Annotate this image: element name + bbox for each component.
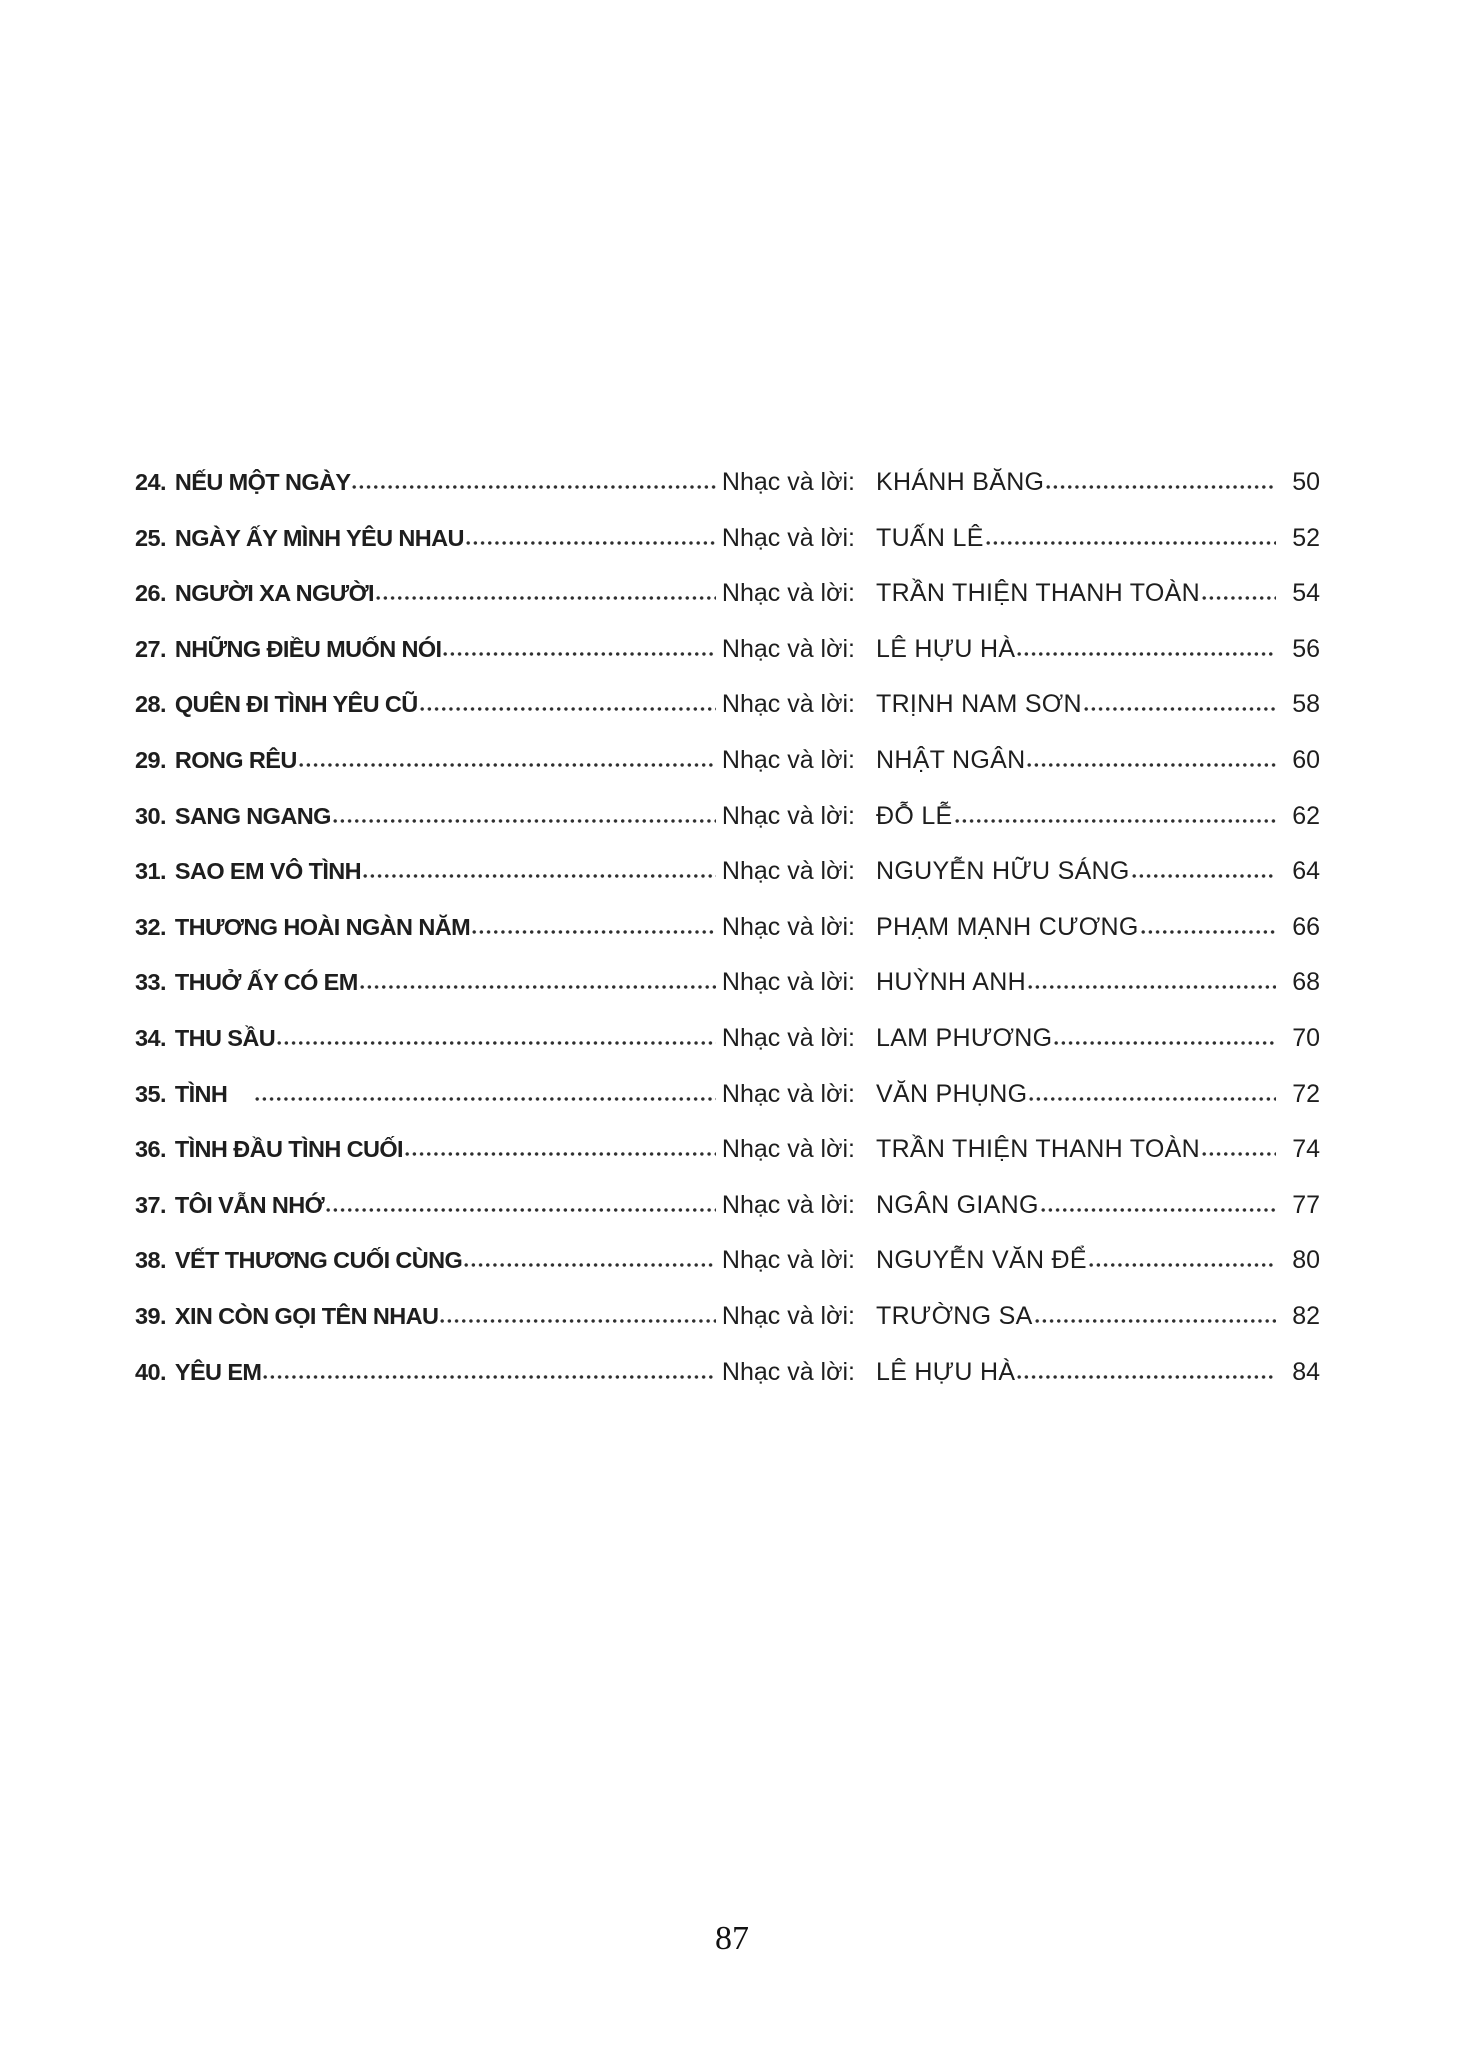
toc-entry-title-group [135,802,855,831]
song-title: TÌNH ĐẦU TÌNH CUỐI [174,1136,403,1163]
song-title: NHỮNG ĐIỀU MUỐN NÓI [174,635,442,662]
page-number: 56 [1292,634,1320,663]
song-number: 32. [135,913,166,940]
toc-entry-composer-group [876,1135,1320,1164]
song-title: TÔI VẪN NHỚ [174,1191,325,1218]
page-number: 58 [1292,690,1320,719]
toc-entry-title-group [135,1135,855,1164]
composer-name: TRỊNH NAM SƠN [876,690,1082,719]
toc-entry-composer-group [876,524,1320,553]
credit-label: Nhạc và lời: [721,634,855,663]
credit-label: Nhạc và lời: [721,1357,855,1386]
dot-leader [986,540,1276,546]
credit-label: Nhạc và lời: [721,968,855,997]
toc-entry-composer-group [876,1191,1320,1220]
song-title: NGƯỜI XA NGƯỜI [174,580,374,607]
toc-entry-title-group [135,1302,855,1331]
song-number: 24. [135,469,166,495]
song-number: 36. [135,1136,166,1163]
credit-label: Nhạc và lời: [721,1190,855,1219]
song-number: 35. [135,1080,166,1107]
song-number: 38. [135,1247,166,1274]
toc-entry [135,1080,1320,1136]
composer-name: LÊ HỰU HÀ [876,1357,1016,1386]
page-number: 60 [1292,745,1320,774]
song-title: NGÀY ẤY MÌNH YÊU NHAU [174,524,464,551]
toc-entry-composer-group [876,913,1320,942]
toc-entry-title-group [135,1024,855,1053]
page-number: 62 [1292,801,1320,830]
toc-entry-title-group [135,579,855,608]
toc-entry-composer-group [876,1358,1320,1387]
composer-name: HUỲNH ANH [876,968,1026,997]
dot-leader [299,762,716,768]
song-title: SANG NGANG [174,802,331,829]
song-number: 33. [135,969,166,996]
dot-leader [466,540,716,546]
toc-entry [135,635,1320,691]
toc-entry [135,1191,1320,1247]
toc-entry-title-group [135,1358,855,1387]
dot-leader [464,1262,716,1268]
dot-leader [263,1374,716,1380]
dot-leader [277,1040,716,1046]
toc-entry-composer-group [876,1246,1320,1275]
dot-leader [1035,1318,1276,1324]
song-number: 25. [135,524,166,551]
dot-leader [443,651,715,657]
page-number: 70 [1292,1023,1320,1052]
toc-entry-composer-group [876,857,1320,886]
page-number: 74 [1292,1135,1320,1164]
dot-leader [1028,984,1276,990]
page-number: 77 [1292,1190,1320,1219]
dot-leader [472,929,716,935]
toc-entry [135,1135,1320,1191]
toc-entry-composer-group [876,746,1320,775]
toc-entry-composer-group [876,579,1320,608]
table-of-contents [135,468,1320,1413]
dot-leader [1084,706,1276,712]
toc-entry-composer-group [876,635,1320,664]
composer-name: NGUYỄN HỮU SÁNG [876,857,1130,886]
page-number: 84 [1292,1357,1320,1386]
toc-entry [135,468,1320,524]
dot-leader [1041,1207,1276,1213]
dot-leader [1202,595,1276,601]
dot-leader [363,873,716,879]
toc-entry-title-group [135,1246,855,1275]
dot-leader [352,484,715,490]
song-number: 31. [135,858,166,885]
dot-leader [1017,651,1276,657]
song-number: 37. [135,1191,166,1218]
composer-name: KHÁNH BĂNG [876,468,1045,496]
credit-label: Nhạc và lời: [721,690,855,719]
toc-entry [135,1024,1320,1080]
credit-label: Nhạc và lời: [721,912,855,941]
dot-leader [1132,873,1276,879]
song-number: 27. [135,635,166,662]
credit-label: Nhạc và lời: [721,745,855,774]
song-title: THU SẦU [174,1024,276,1051]
page-number: 72 [1292,1079,1320,1108]
toc-entry-composer-group [876,468,1320,497]
credit-label: Nhạc và lời: [721,857,855,886]
toc-entry-title-group [135,635,855,664]
toc-entry [135,579,1320,635]
toc-entry-composer-group [876,1080,1320,1109]
composer-name: PHẠM MẠNH CƯƠNG [876,912,1139,941]
page-number: 66 [1292,912,1320,941]
dot-leader [1017,1374,1276,1380]
composer-name: VĂN PHỤNG [876,1079,1028,1108]
credit-label: Nhạc và lời: [721,1246,855,1275]
composer-name: TUẤN LÊ [876,523,984,552]
dot-leader [326,1207,716,1213]
toc-entry [135,802,1320,858]
dot-leader [955,818,1276,824]
toc-entry [135,524,1320,580]
composer-name: TRẦN THIỆN THANH TOÀN [876,1135,1200,1164]
song-number: 29. [135,746,166,773]
song-title: XIN CÒN GỌI TÊN NHAU [174,1302,439,1329]
page-number: 82 [1292,1301,1320,1330]
credit-label: Nhạc và lời: [721,801,855,830]
page-number: 54 [1292,579,1320,608]
toc-entry-composer-group [876,1302,1320,1331]
toc-entry-title-group [135,857,855,886]
toc-entry [135,746,1320,802]
page-number: 68 [1292,968,1320,997]
dot-leader [1202,1151,1276,1157]
dot-leader [1141,929,1276,935]
song-title: RONG RÊU [174,746,297,773]
composer-name: NHẬT NGÂN [876,745,1026,774]
credit-label: Nhạc và lời: [721,523,855,552]
credit-label: Nhạc và lời: [721,1135,855,1164]
song-title: QUÊN ĐI TÌNH YÊU CŨ [174,691,418,718]
credit-label: Nhạc và lời: [721,1023,855,1052]
composer-name: TRƯỜNG SA [876,1301,1033,1330]
song-number: 40. [135,1358,166,1385]
dot-leader [405,1151,716,1157]
song-title: TÌNH [174,1080,228,1107]
toc-entry-composer-group [876,968,1320,997]
dot-leader [255,1096,716,1102]
song-number: 26. [135,580,166,607]
toc-entry [135,857,1320,913]
toc-entry-title-group [135,1080,855,1109]
toc-entry [135,1302,1320,1358]
toc-entry-title-group [135,968,855,997]
dot-leader [440,1318,716,1324]
page-number: 50 [1292,468,1320,496]
dot-leader [1089,1262,1276,1268]
toc-entry-title-group [135,468,855,497]
toc-entry-title-group [135,690,855,719]
dot-leader [333,818,716,824]
dot-leader [420,706,716,712]
composer-name: NGÂN GIANG [876,1190,1039,1219]
song-number: 28. [135,691,166,718]
footer-page-number: 87 [715,1920,749,1957]
dot-leader [376,595,716,601]
dot-leader [1029,1096,1276,1102]
toc-entry [135,690,1320,746]
dot-leader [1054,1040,1276,1046]
toc-entry-title-group [135,524,855,553]
composer-name: LÊ HỰU HÀ [876,634,1016,663]
song-title: THUỞ ẤY CÓ EM [174,969,358,996]
composer-name: NGUYỄN VĂN ĐỂ [876,1246,1087,1275]
song-title: THƯƠNG HOÀI NGÀN NĂM [174,913,471,940]
composer-name: TRẦN THIỆN THANH TOÀN [876,579,1200,608]
composer-name: LAM PHƯƠNG [876,1023,1053,1052]
credit-label: Nhạc và lời: [721,1079,855,1108]
song-title: NẾU MỘT NGÀY [174,469,351,495]
toc-entry [135,968,1320,1024]
toc-entry-composer-group [876,1024,1320,1053]
composer-name: ĐỖ LỄ [876,801,953,830]
toc-entry [135,913,1320,969]
page-number: 52 [1292,523,1320,552]
credit-label: Nhạc và lời: [721,468,855,496]
dot-leader [360,984,716,990]
toc-entry-title-group [135,746,855,775]
toc-entry-composer-group [876,802,1320,831]
credit-label: Nhạc và lời: [721,1301,855,1330]
song-number: 30. [135,802,166,829]
song-title: YÊU EM [174,1358,262,1385]
dot-leader [1027,762,1276,768]
song-number: 39. [135,1302,166,1329]
song-number: 34. [135,1024,166,1051]
toc-entry [135,1358,1320,1414]
song-title: VẾT THƯƠNG CUỐI CÙNG [174,1247,463,1274]
toc-entry-title-group [135,913,855,942]
page-number: 80 [1292,1246,1320,1275]
song-title: SAO EM VÔ TÌNH [174,858,362,885]
page-number: 64 [1292,857,1320,886]
dot-leader [1046,484,1276,490]
toc-entry-title-group [135,1191,855,1220]
toc-entry [135,1246,1320,1302]
credit-label: Nhạc và lời: [721,579,855,608]
toc-entry-composer-group [876,690,1320,719]
